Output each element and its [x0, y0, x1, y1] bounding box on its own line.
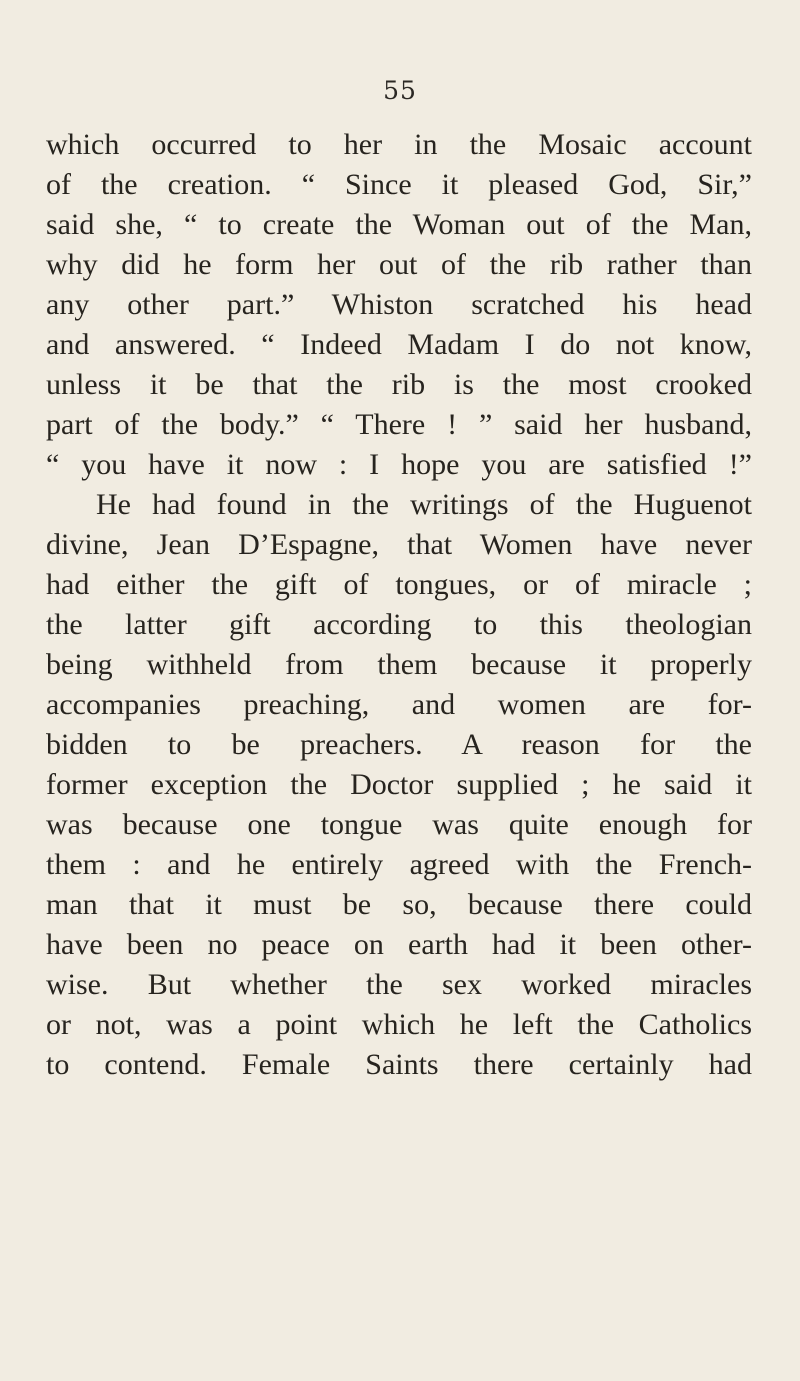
text-line: the latter gift according to this theologian	[46, 608, 752, 641]
text-line: bidden to be preachers. A reason for the	[46, 728, 752, 761]
text-line: part of the body.” “ There ! ” said her husband,	[46, 408, 752, 441]
body-text	[46, 125, 752, 1085]
text-line: said she, “ to create the Woman out of the Man,	[46, 208, 752, 241]
text-line: wise. But whether the sex worked miracles	[46, 968, 752, 1001]
text-line: why did he form her out of the rib rather than	[46, 248, 752, 281]
text-line: which occurred to her in the Mosaic account	[46, 128, 752, 161]
text-line: “ you have it now : I hope you are satisfied !”	[46, 448, 752, 481]
page-number: 55	[383, 76, 417, 105]
text-line: to contend. Female Saints there certainly had	[46, 1048, 752, 1081]
text-line: of the creation. “ Since it pleased God, Sir,”	[46, 168, 752, 201]
text-line: divine, Jean D’Espagne, that Women have never	[46, 528, 752, 561]
text-line: former exception the Doctor supplied ; he said it	[46, 768, 752, 801]
text-line: had either the gift of tongues, or of miracle ;	[46, 568, 752, 601]
text-line: have been no peace on earth had it been other-	[46, 928, 752, 961]
text-line: accompanies preaching, and women are for-	[46, 688, 752, 721]
text-line: any other part.” Whiston scratched his head	[46, 288, 752, 321]
text-line: was because one tongue was quite enough for	[46, 808, 752, 841]
text-line: He had found in the writings of the Huguenot	[96, 488, 752, 521]
text-line: and answered. “ Indeed Madam I do not know,	[46, 328, 752, 361]
text-line: unless it be that the rib is the most crooked	[46, 368, 752, 401]
text-line: man that it must be so, because there could	[46, 888, 752, 921]
text-line: being withheld from them because it properly	[46, 648, 752, 681]
text-line: them : and he entirely agreed with the French-	[46, 848, 752, 881]
text-line: or not, was a point which he left the Catholics	[46, 1008, 752, 1041]
